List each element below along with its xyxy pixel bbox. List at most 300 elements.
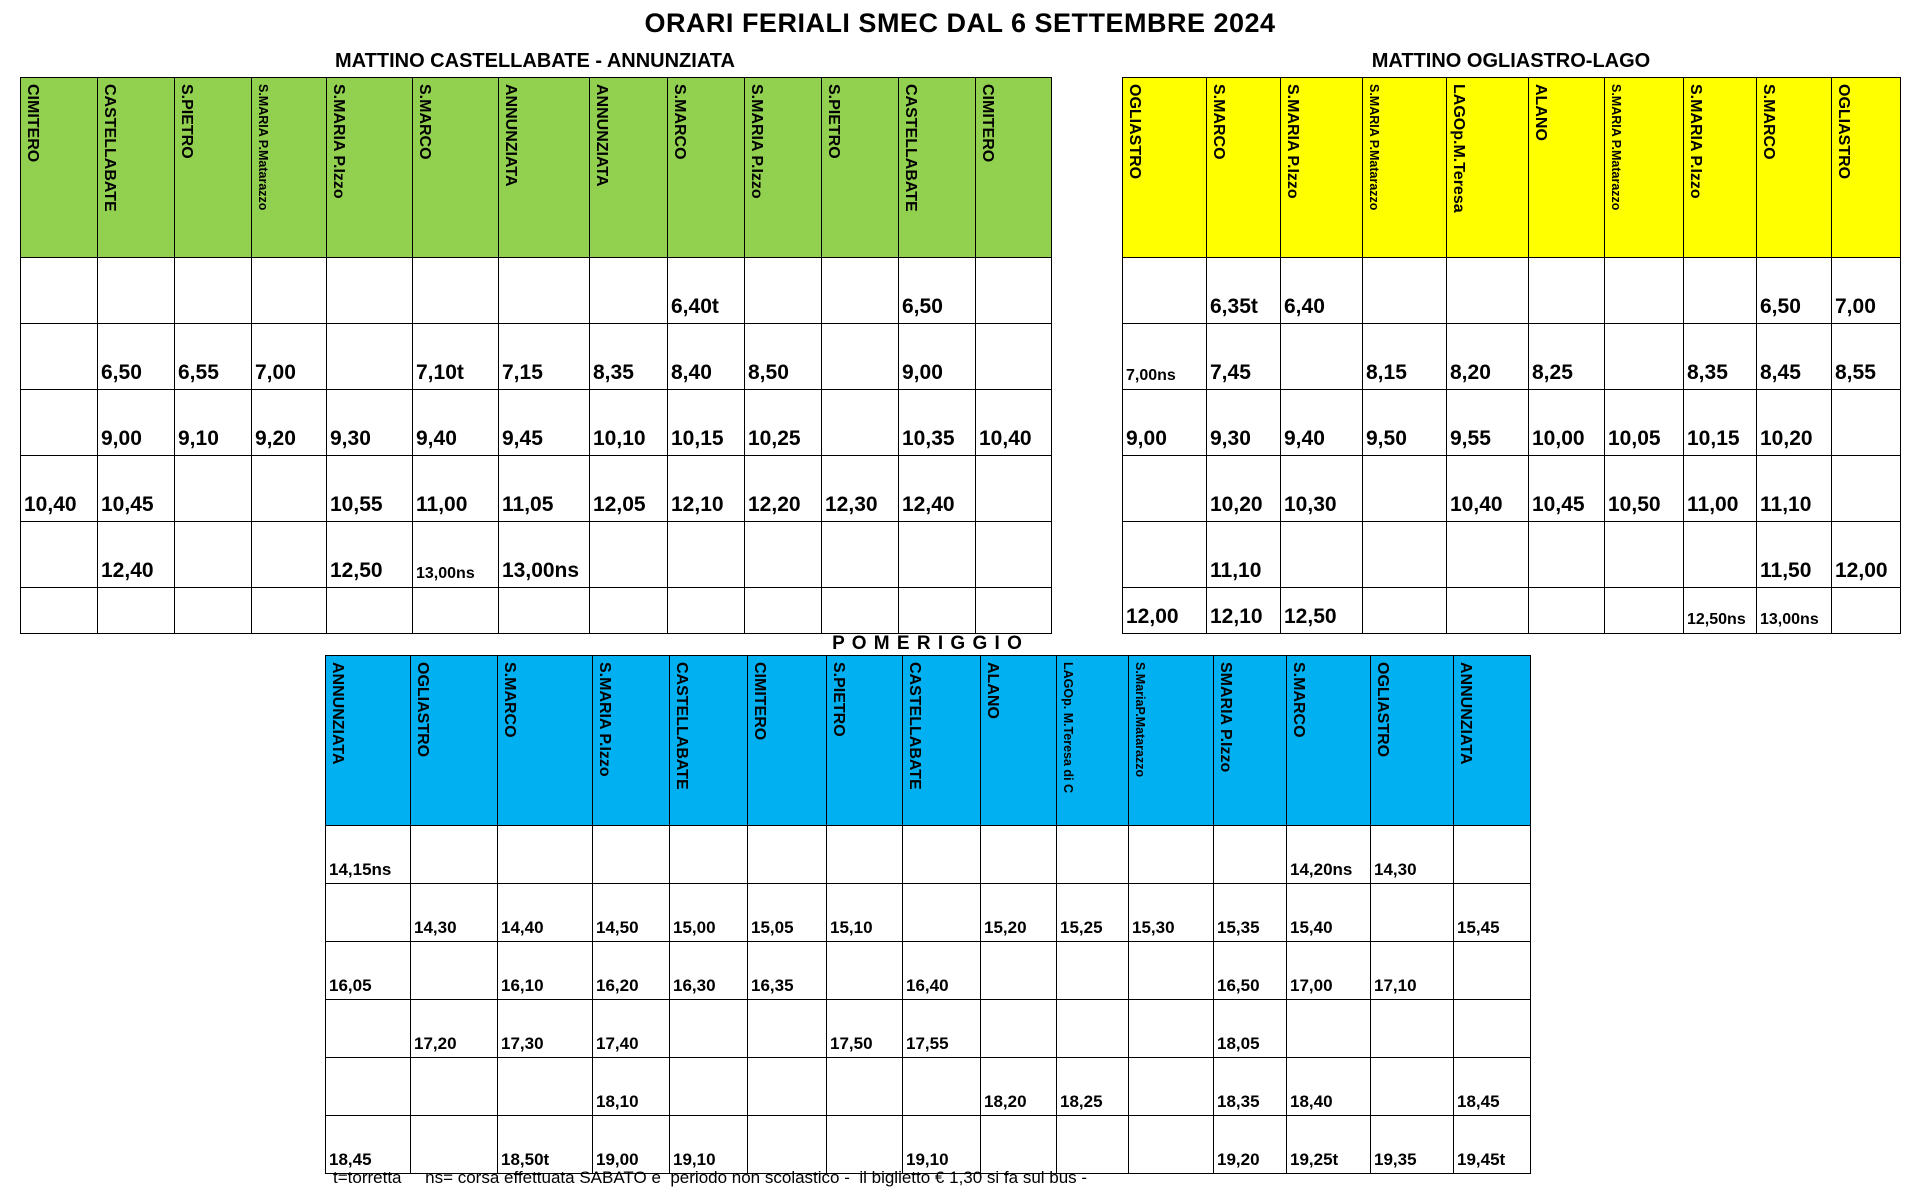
time-cell: 9,20 [252, 390, 327, 456]
time-cell: 8,55 [1832, 324, 1901, 390]
column-header [1287, 656, 1371, 826]
time-cell: 12,40 [899, 456, 976, 522]
time-cell: 10,20 [1757, 390, 1832, 456]
time-cell: 14,15ns [326, 826, 411, 884]
column-header [670, 656, 748, 826]
time-cell: 9,30 [327, 390, 413, 456]
table3-title: P O M E R I G G I O [832, 633, 1023, 654]
time-cell: 10,00 [1529, 390, 1605, 456]
time-cell: 8,25 [1529, 324, 1605, 390]
time-cell [981, 1000, 1057, 1058]
time-cell [981, 826, 1057, 884]
column-header-label: S.MariaP.Matarazzo [1133, 662, 1147, 778]
time-cell [1129, 826, 1214, 884]
time-cell: 18,45 [1454, 1058, 1531, 1116]
time-cell [590, 258, 668, 324]
time-cell: 15,35 [1214, 884, 1287, 942]
column-header-label: ANNUNZIATA [502, 84, 519, 187]
column-header-label: ALANO [984, 662, 1001, 719]
time-cell [1363, 588, 1447, 634]
time-cell: 12,50ns [1684, 588, 1757, 634]
time-cell: 16,10 [498, 942, 593, 1000]
table-mattino-ogliastro-lago [1122, 77, 1901, 634]
column-header-label: LAGOp.M.Teresa [1450, 84, 1467, 213]
time-cell: 8,35 [590, 324, 668, 390]
time-cell [827, 942, 903, 1000]
time-cell [1684, 522, 1757, 588]
time-cell: 9,30 [1207, 390, 1281, 456]
column-header-label: S.MARCO [671, 84, 688, 160]
time-cell: 14,30 [1371, 826, 1454, 884]
time-cell: 19,10 [903, 1116, 981, 1174]
time-cell: 10,30 [1281, 456, 1363, 522]
time-cell [1129, 1058, 1214, 1116]
column-header [1454, 656, 1531, 826]
table-row [1123, 588, 1901, 634]
time-cell [822, 588, 899, 634]
column-header-label: S.MARIA P.Matarazzo [1609, 84, 1623, 211]
time-cell [668, 522, 745, 588]
table-mattino-castellabate [20, 77, 1052, 634]
time-cell [590, 588, 668, 634]
time-cell [670, 1000, 748, 1058]
column-header [899, 78, 976, 258]
time-cell [1529, 588, 1605, 634]
time-cell: 12,20 [745, 456, 822, 522]
time-cell [1057, 1000, 1129, 1058]
table-row [21, 588, 1052, 634]
time-cell [745, 522, 822, 588]
time-cell: 15,00 [670, 884, 748, 942]
column-header-label: S.MARIA P.Izzo [748, 84, 765, 199]
header-row [1123, 78, 1901, 258]
time-cell [981, 1116, 1057, 1174]
column-header [175, 78, 252, 258]
time-cell [903, 884, 981, 942]
time-cell: 17,55 [903, 1000, 981, 1058]
table-row [1123, 522, 1901, 588]
time-cell [411, 1116, 498, 1174]
time-cell [590, 522, 668, 588]
time-cell: 8,40 [668, 324, 745, 390]
time-cell [1123, 258, 1207, 324]
time-cell [327, 258, 413, 324]
column-header-label: S.MARIA P.Izzo [596, 662, 613, 777]
time-cell: 9,00 [98, 390, 175, 456]
time-cell [1287, 1000, 1371, 1058]
time-cell [499, 258, 590, 324]
column-header [1057, 656, 1129, 826]
time-cell: 12,05 [590, 456, 668, 522]
time-cell [98, 588, 175, 634]
time-cell: 19,45t [1454, 1116, 1531, 1174]
column-header [413, 78, 499, 258]
time-cell: 19,25t [1287, 1116, 1371, 1174]
time-cell: 15,45 [1454, 884, 1531, 942]
column-header-label: S.MARIA P.Izzo [1284, 84, 1301, 199]
time-cell: 17,20 [411, 1000, 498, 1058]
column-header-label: ANNUNZIATA [593, 84, 610, 187]
column-header-label: S.PIETRO [830, 662, 847, 737]
time-cell: 14,40 [498, 884, 593, 942]
header-row [21, 78, 1052, 258]
column-header-label: CASTELLABATE [906, 662, 923, 790]
time-cell: 10,55 [327, 456, 413, 522]
time-cell [499, 588, 590, 634]
time-cell: 18,40 [1287, 1058, 1371, 1116]
time-cell: 11,50 [1757, 522, 1832, 588]
time-cell [748, 1058, 827, 1116]
time-cell [1129, 1116, 1214, 1174]
time-cell [1363, 456, 1447, 522]
time-cell [411, 942, 498, 1000]
time-cell [498, 1058, 593, 1116]
column-header [748, 656, 827, 826]
column-header-label: S.MARCO [1210, 84, 1227, 160]
time-cell [976, 258, 1052, 324]
time-cell: 17,40 [593, 1000, 670, 1058]
table-row [326, 1116, 1531, 1174]
table-row [326, 942, 1531, 1000]
time-cell: 11,10 [1207, 522, 1281, 588]
time-cell: 9,00 [1123, 390, 1207, 456]
column-header [21, 78, 98, 258]
time-cell [1832, 390, 1901, 456]
time-cell [1832, 588, 1901, 634]
time-cell: 11,05 [499, 456, 590, 522]
table-row [326, 1058, 1531, 1116]
time-cell [1454, 826, 1531, 884]
column-header [252, 78, 327, 258]
column-header [1214, 656, 1287, 826]
time-cell [1371, 1000, 1454, 1058]
column-header [593, 656, 670, 826]
time-cell [827, 826, 903, 884]
time-cell [498, 826, 593, 884]
column-header-label: S.MARCO [416, 84, 433, 160]
time-cell: 10,45 [98, 456, 175, 522]
time-cell [1129, 1000, 1214, 1058]
time-cell [252, 522, 327, 588]
time-cell [1371, 884, 1454, 942]
time-cell: 10,40 [976, 390, 1052, 456]
column-header-label: S.MARIA P.Matarazzo [1367, 84, 1381, 211]
time-cell [1529, 258, 1605, 324]
column-header [745, 78, 822, 258]
time-cell [327, 588, 413, 634]
column-header [98, 78, 175, 258]
time-cell [1281, 324, 1363, 390]
time-cell [1447, 258, 1529, 324]
time-cell: 12,10 [1207, 588, 1281, 634]
time-cell [670, 1058, 748, 1116]
column-header-label: ANNUNZIATA [1457, 662, 1474, 765]
column-header [668, 78, 745, 258]
time-cell [1281, 522, 1363, 588]
time-cell: 8,45 [1757, 324, 1832, 390]
time-cell: 15,10 [827, 884, 903, 942]
time-cell: 9,40 [413, 390, 499, 456]
column-header [1832, 78, 1901, 258]
time-cell [822, 324, 899, 390]
time-cell: 10,15 [668, 390, 745, 456]
time-cell: 19,00 [593, 1116, 670, 1174]
column-header [903, 656, 981, 826]
time-cell: 7,10t [413, 324, 499, 390]
time-cell [252, 588, 327, 634]
time-cell [1371, 1058, 1454, 1116]
time-cell [903, 826, 981, 884]
time-cell: 16,20 [593, 942, 670, 1000]
time-cell [175, 456, 252, 522]
column-header [1281, 78, 1363, 258]
time-cell: 8,35 [1684, 324, 1757, 390]
time-cell: 15,20 [981, 884, 1057, 942]
time-cell [1447, 522, 1529, 588]
time-cell [252, 258, 327, 324]
column-header-label: S.MARIA P.Matarazzo [256, 84, 270, 211]
time-cell [822, 522, 899, 588]
column-header-label: ALANO [1532, 84, 1549, 141]
column-header [976, 78, 1052, 258]
time-cell: 19,20 [1214, 1116, 1287, 1174]
time-cell: 7,45 [1207, 324, 1281, 390]
column-header-label: S.MARCO [1290, 662, 1307, 738]
time-cell [1529, 522, 1605, 588]
time-cell [1129, 942, 1214, 1000]
time-cell [175, 258, 252, 324]
time-cell: 11,00 [1684, 456, 1757, 522]
time-cell [21, 324, 98, 390]
time-cell: 7,15 [499, 324, 590, 390]
table-row [326, 884, 1531, 942]
time-cell: 10,40 [1447, 456, 1529, 522]
time-cell: 15,05 [748, 884, 827, 942]
time-cell [981, 942, 1057, 1000]
table1-title: MATTINO CASTELLABATE - ANNUNZIATA [335, 50, 735, 72]
time-cell: 14,30 [411, 884, 498, 942]
time-cell [822, 390, 899, 456]
time-cell: 11,10 [1757, 456, 1832, 522]
time-cell [748, 1000, 827, 1058]
column-header-label: OGLIASTRO [1374, 662, 1391, 758]
time-cell: 10,50 [1605, 456, 1684, 522]
time-cell: 6,35t [1207, 258, 1281, 324]
table-row [1123, 456, 1901, 522]
column-header-label: S.MARCO [1760, 84, 1777, 160]
table-row [1123, 324, 1901, 390]
table-row [326, 1000, 1531, 1058]
column-header [411, 656, 498, 826]
time-cell [827, 1116, 903, 1174]
time-cell: 19,10 [670, 1116, 748, 1174]
table2-title: MATTINO OGLIASTRO-LAGO [1371, 50, 1651, 72]
time-cell: 18,45 [326, 1116, 411, 1174]
time-cell [903, 1058, 981, 1116]
column-header [827, 656, 903, 826]
time-cell: 16,30 [670, 942, 748, 1000]
time-cell: 9,00 [899, 324, 976, 390]
time-cell [1057, 826, 1129, 884]
time-cell: 16,35 [748, 942, 827, 1000]
column-header [1129, 656, 1214, 826]
time-cell [976, 588, 1052, 634]
time-cell [21, 588, 98, 634]
time-cell [976, 324, 1052, 390]
time-cell: 18,35 [1214, 1058, 1287, 1116]
time-cell [1605, 522, 1684, 588]
column-header-label: LAGOp. M.Teresa di C [1061, 662, 1075, 794]
time-cell: 18,50t [498, 1116, 593, 1174]
time-cell [748, 1116, 827, 1174]
time-cell: 6,40t [668, 258, 745, 324]
time-cell [1123, 456, 1207, 522]
time-cell [21, 390, 98, 456]
table-row [21, 390, 1052, 456]
time-cell [1057, 942, 1129, 1000]
page-title: ORARI FERIALI SMEC DAL 6 SETTEMBRE 2024 [644, 8, 1276, 38]
column-header [327, 78, 413, 258]
column-header-label: S.PIETRO [178, 84, 195, 159]
time-cell [899, 522, 976, 588]
table-pomeriggio [325, 655, 1531, 1174]
time-cell [976, 522, 1052, 588]
time-cell: 18,20 [981, 1058, 1057, 1116]
time-cell: 19,35 [1371, 1116, 1454, 1174]
column-header-label: ANNUNZIATA [329, 662, 346, 765]
time-cell: 6,55 [175, 324, 252, 390]
time-cell: 17,50 [827, 1000, 903, 1058]
column-header-label: CIMITERO [979, 84, 996, 163]
column-header [590, 78, 668, 258]
column-header-label: CASTELLABATE [902, 84, 919, 212]
time-cell [326, 1058, 411, 1116]
column-header-label: OGLIASTRO [1126, 84, 1143, 180]
table-row [21, 456, 1052, 522]
column-header-label: S.MARCO [501, 662, 518, 738]
time-cell [745, 258, 822, 324]
column-header-label: CIMITERO [24, 84, 41, 163]
column-header [1757, 78, 1832, 258]
time-cell: 10,10 [590, 390, 668, 456]
time-cell [413, 258, 499, 324]
time-cell: 13,00ns [1757, 588, 1832, 634]
time-cell [1057, 1116, 1129, 1174]
time-cell [413, 588, 499, 634]
time-cell [1447, 588, 1529, 634]
time-cell [745, 588, 822, 634]
time-cell: 16,05 [326, 942, 411, 1000]
table-row [21, 324, 1052, 390]
time-cell [411, 826, 498, 884]
time-cell: 17,30 [498, 1000, 593, 1058]
time-cell [21, 522, 98, 588]
time-cell: 10,25 [745, 390, 822, 456]
time-cell: 6,50 [899, 258, 976, 324]
time-cell: 9,10 [175, 390, 252, 456]
time-cell: 15,40 [1287, 884, 1371, 942]
time-cell [1363, 522, 1447, 588]
time-cell [1684, 258, 1757, 324]
time-cell: 6,40 [1281, 258, 1363, 324]
time-cell: 12,10 [668, 456, 745, 522]
column-header [1363, 78, 1447, 258]
column-header-label: CASTELLABATE [101, 84, 118, 212]
time-cell [748, 826, 827, 884]
column-header [1684, 78, 1757, 258]
time-cell: 10,40 [21, 456, 98, 522]
time-cell [252, 456, 327, 522]
column-header [498, 656, 593, 826]
column-header-label: S.MARIA P.Izzo [1687, 84, 1704, 199]
time-cell [822, 258, 899, 324]
time-cell [1214, 826, 1287, 884]
time-cell [1454, 1000, 1531, 1058]
header-row [326, 656, 1531, 826]
footer-note: t=torretta ns= corsa effettuata SABATO e periodo non scolastico - il biglietto € 1,30 si fa sul bus - [333, 1168, 1088, 1187]
time-cell: 9,50 [1363, 390, 1447, 456]
time-cell [1605, 324, 1684, 390]
time-cell: 17,10 [1371, 942, 1454, 1000]
time-cell: 12,30 [822, 456, 899, 522]
time-cell: 6,50 [1757, 258, 1832, 324]
column-header [1123, 78, 1207, 258]
time-cell [175, 588, 252, 634]
time-cell: 10,45 [1529, 456, 1605, 522]
time-cell [1363, 258, 1447, 324]
time-cell: 18,25 [1057, 1058, 1129, 1116]
time-cell [1123, 522, 1207, 588]
time-cell: 10,35 [899, 390, 976, 456]
time-cell: 10,05 [1605, 390, 1684, 456]
time-cell [175, 522, 252, 588]
column-header [1447, 78, 1529, 258]
time-cell: 6,50 [98, 324, 175, 390]
column-header [499, 78, 590, 258]
time-cell: 8,15 [1363, 324, 1447, 390]
column-header [1207, 78, 1281, 258]
table-row [1123, 258, 1901, 324]
time-cell: 12,40 [98, 522, 175, 588]
time-cell [899, 588, 976, 634]
column-header-label: OGLIASTRO [414, 662, 431, 758]
column-header-label: S.PIETRO [825, 84, 842, 159]
time-cell: 18,05 [1214, 1000, 1287, 1058]
table-row [1123, 390, 1901, 456]
time-cell: 9,45 [499, 390, 590, 456]
time-cell [670, 826, 748, 884]
time-cell [1454, 942, 1531, 1000]
column-header-label: CASTELLABATE [673, 662, 690, 790]
time-cell [593, 826, 670, 884]
time-cell [326, 884, 411, 942]
time-cell: 12,00 [1832, 522, 1901, 588]
column-header [1371, 656, 1454, 826]
time-cell [668, 588, 745, 634]
time-cell [98, 258, 175, 324]
time-cell: 7,00ns [1123, 324, 1207, 390]
time-cell: 10,20 [1207, 456, 1281, 522]
time-cell: 10,15 [1684, 390, 1757, 456]
column-header [326, 656, 411, 826]
time-cell [411, 1058, 498, 1116]
time-cell: 15,30 [1129, 884, 1214, 942]
time-cell: 8,20 [1447, 324, 1529, 390]
time-cell: 11,00 [413, 456, 499, 522]
time-cell: 13,00ns [499, 522, 590, 588]
column-header-label: CIMITERO [751, 662, 768, 741]
time-cell: 12,00 [1123, 588, 1207, 634]
